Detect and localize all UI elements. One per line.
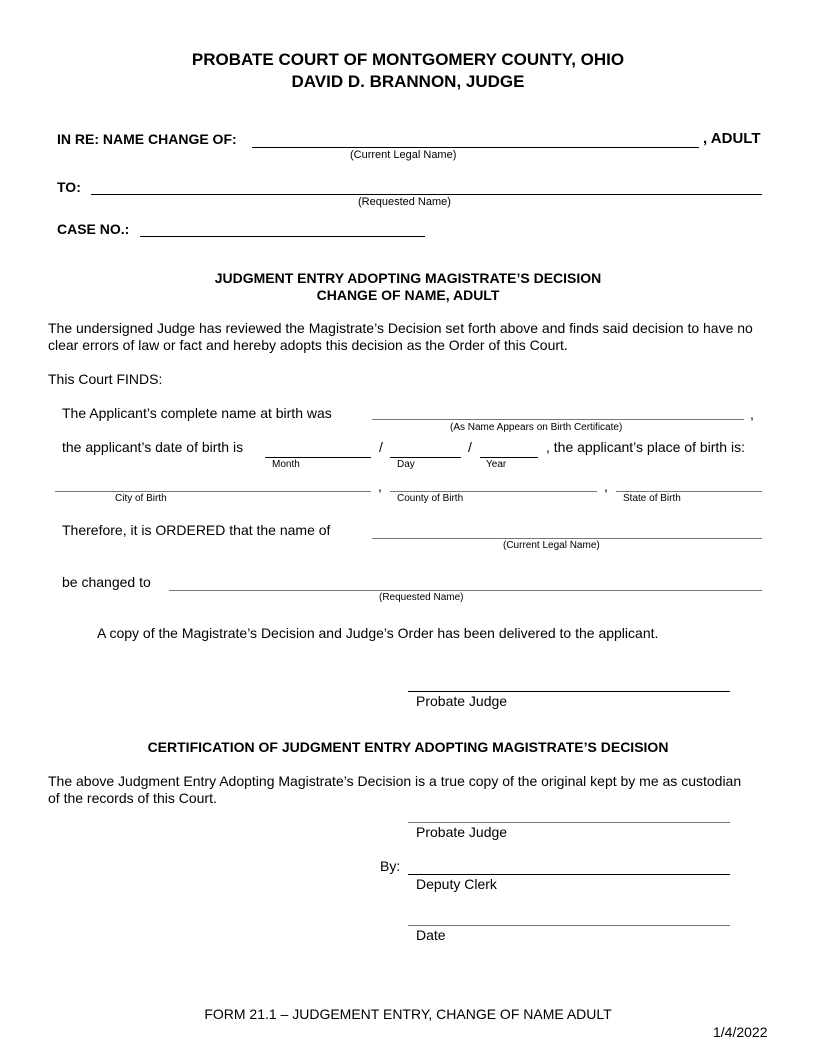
city-line bbox=[55, 491, 371, 492]
cert-date-line bbox=[408, 925, 730, 926]
deputy-clerk-line bbox=[408, 874, 730, 875]
changed-to-label: be changed to bbox=[62, 574, 151, 590]
case-number-field[interactable] bbox=[142, 217, 423, 235]
changed-to-caption: (Requested Name) bbox=[379, 592, 464, 603]
court-finds: This Court FINDS: bbox=[48, 371, 163, 387]
dob-label: the applicant’s date of birth is bbox=[62, 439, 244, 455]
current-name-caption: (Current Legal Name) bbox=[350, 149, 457, 161]
year-caption: Year bbox=[486, 459, 507, 470]
day-line bbox=[390, 457, 461, 458]
requested-name-line bbox=[91, 194, 762, 195]
in-re-label: IN RE: NAME CHANGE OF: bbox=[57, 131, 237, 147]
to-label: TO: bbox=[57, 179, 81, 195]
county-comma: , bbox=[604, 478, 608, 494]
ordered-current-line bbox=[372, 538, 762, 539]
judgment-intro: The undersigned Judge has reviewed the Magistrate’s Decision set forth above and finds said decision to have no clear errors of law or fact and hereby adopts this decision as the Order of this Court. bbox=[48, 320, 753, 353]
birth-name-line bbox=[372, 419, 744, 420]
birth-name-label: The Applicant’s complete name at birth was bbox=[62, 405, 332, 421]
current-name-line bbox=[252, 147, 699, 148]
birth-month-field[interactable] bbox=[267, 439, 369, 456]
form-title-footer: FORM 21.1 – JUDGEMENT ENTRY, CHANGE OF NAME ADULT bbox=[204, 1006, 612, 1022]
birth-day-field[interactable] bbox=[392, 439, 459, 456]
state-line bbox=[616, 491, 762, 492]
cert-judge-caption: Probate Judge bbox=[416, 824, 508, 840]
cert-date-field[interactable] bbox=[410, 906, 728, 924]
month-caption: Month bbox=[272, 459, 300, 470]
county-line bbox=[390, 491, 597, 492]
city-comma: , bbox=[378, 478, 382, 494]
deputy-clerk-caption: Deputy Clerk bbox=[416, 876, 497, 892]
birth-name-comma: , bbox=[750, 406, 754, 422]
judge-signature-caption: Probate Judge bbox=[416, 693, 508, 709]
state-caption: State of Birth bbox=[623, 493, 681, 504]
dob-slash-2: / bbox=[468, 439, 472, 455]
month-line bbox=[265, 457, 371, 458]
case-no-label: CASE NO.: bbox=[57, 221, 130, 237]
year-line bbox=[480, 457, 538, 458]
birth-name-caption: (As Name Appears on Birth Certificate) bbox=[450, 422, 623, 433]
dob-slash-1: / bbox=[379, 439, 383, 455]
cert-judge-line bbox=[408, 822, 730, 823]
judgment-title-line1: JUDGMENT ENTRY ADOPTING MAGISTRATE’S DECISION bbox=[214, 270, 602, 286]
court-name: PROBATE COURT OF MONTGOMERY COUNTY, OHIO bbox=[191, 50, 625, 69]
judge-name: DAVID D. BRANNON, JUDGE bbox=[291, 72, 525, 91]
city-caption: City of Birth bbox=[115, 493, 167, 504]
judge-signature-line bbox=[408, 691, 730, 692]
ordered-current-caption: (Current Legal Name) bbox=[503, 540, 600, 551]
place-of-birth-label: , the applicant’s place of birth is: bbox=[546, 439, 745, 455]
by-label: By: bbox=[380, 858, 401, 874]
case-no-line bbox=[140, 236, 425, 237]
cert-date-caption: Date bbox=[416, 927, 446, 943]
revision-date: 1/4/2022 bbox=[713, 1024, 768, 1040]
requested-name-field[interactable] bbox=[93, 175, 760, 193]
ordered-current-name-field[interactable] bbox=[374, 520, 760, 537]
ordered-requested-name-field[interactable] bbox=[171, 572, 760, 589]
ordered-label: Therefore, it is ORDERED that the name of bbox=[62, 522, 331, 538]
birth-county-field[interactable] bbox=[392, 473, 595, 490]
birth-year-field[interactable] bbox=[482, 439, 536, 456]
county-caption: County of Birth bbox=[397, 493, 464, 504]
day-caption: Day bbox=[397, 459, 415, 470]
judgment-title-line2: CHANGE OF NAME, ADULT bbox=[316, 287, 500, 303]
requested-name-caption: (Requested Name) bbox=[358, 196, 451, 208]
deputy-clerk-signature-field[interactable] bbox=[410, 855, 728, 873]
changed-to-line bbox=[169, 590, 762, 591]
birth-state-field[interactable] bbox=[618, 473, 760, 490]
delivered-note: A copy of the Magistrate’s Decision and Judge’s Order has been delivered to the applicant. bbox=[97, 625, 659, 641]
certification-title: CERTIFICATION OF JUDGMENT ENTRY ADOPTING MAGISTRATE’S DECISION bbox=[147, 739, 669, 755]
current-legal-name-field[interactable] bbox=[254, 128, 697, 146]
birth-city-field[interactable] bbox=[57, 473, 369, 490]
certification-text: The above Judgment Entry Adopting Magistrate’s Decision is a true copy of the original kept by me as custodian of the records of this Court. bbox=[48, 773, 742, 806]
birth-name-field[interactable] bbox=[374, 401, 742, 418]
cert-judge-signature-field[interactable] bbox=[410, 803, 728, 821]
judge-signature-field[interactable] bbox=[410, 672, 728, 690]
adult-suffix: , ADULT bbox=[703, 130, 761, 147]
